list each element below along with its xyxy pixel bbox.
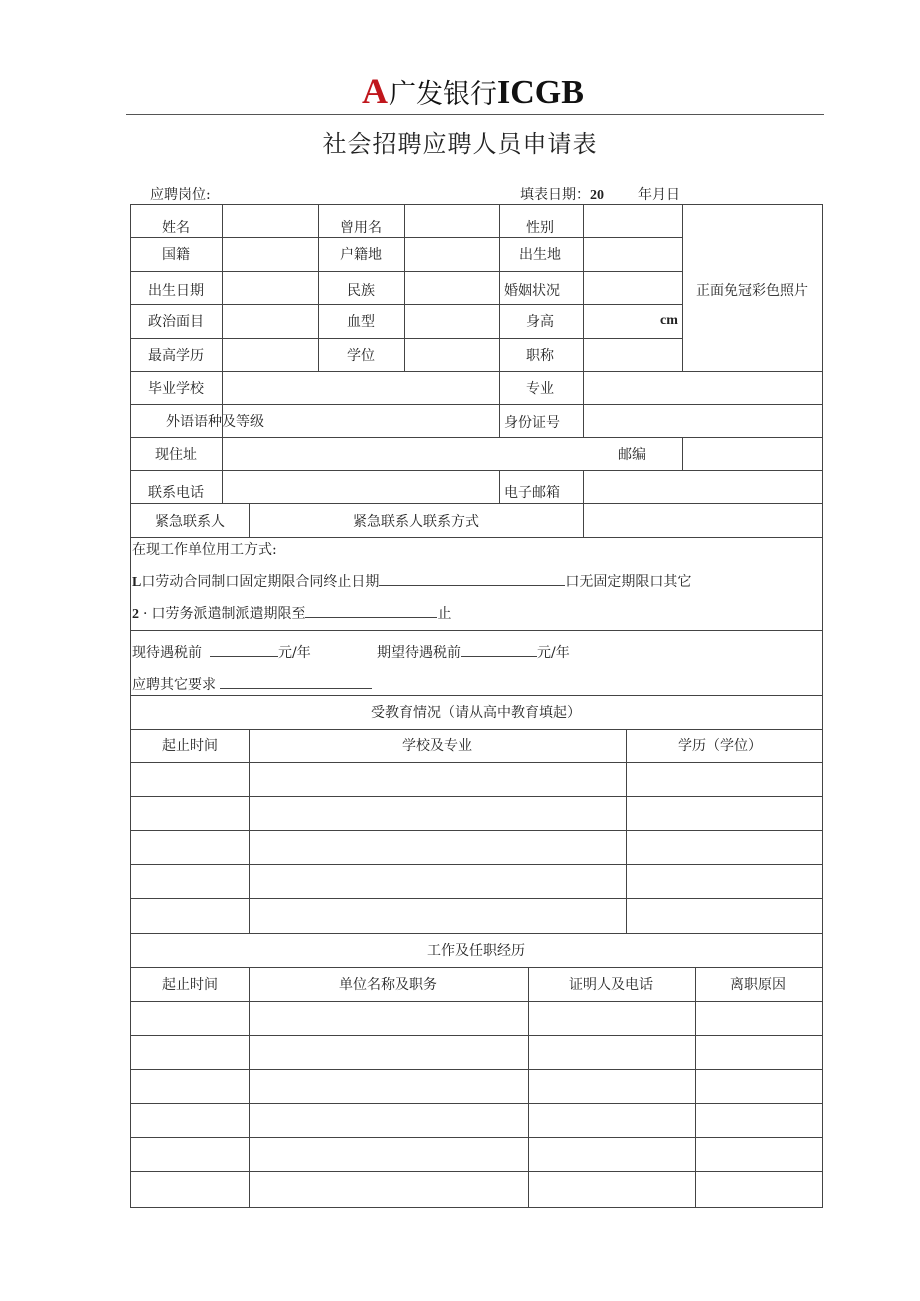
label-name: 姓名 [162, 220, 190, 236]
header-divider [126, 114, 824, 115]
work-col-reference-phone: 证明人及电话 [569, 977, 653, 993]
salary-expected: 期望待遇税前 元/年 [377, 642, 570, 662]
label-height: 身高 [526, 314, 554, 330]
label-phone: 联系电话 [148, 485, 204, 501]
bank-logo [362, 70, 584, 110]
label-gender: 性别 [526, 220, 554, 236]
label-highest-education: 最高学历 [148, 348, 204, 364]
employment-option-2: 2 · 口劳务派遣制派遣期限至 止 [132, 603, 451, 623]
education-col-school-major: 学校及专业 [402, 738, 472, 754]
page-title: 社会招聘应聘人员申请表 [322, 130, 598, 158]
position-label: 应聘岗位: [150, 187, 211, 203]
salary-current: 现待遇税前 元/年 [132, 642, 311, 662]
logo-chinese-name: 广发银行 [389, 79, 497, 110]
label-birthplace: 出生地 [519, 247, 561, 263]
logo-english-name: ICGB [497, 74, 584, 111]
employment-heading: 在现工作单位用工方式: [132, 542, 277, 558]
fill-date-label: 填表日期： [520, 187, 590, 203]
label-political-status: 政治面目 [148, 314, 204, 330]
logo-mark: A [362, 71, 388, 111]
photo-placeholder: 正面免冠彩色照片 [696, 283, 808, 299]
work-col-leave-reason: 离职原因 [730, 977, 786, 993]
label-graduated-school: 毕业学校 [148, 381, 204, 397]
work-col-period: 起止时间 [162, 977, 218, 993]
education-col-degree: 学历（学位） [678, 738, 762, 754]
height-unit: cm [660, 313, 678, 328]
label-current-address: 现住址 [155, 447, 197, 463]
label-email: 电子邮箱 [504, 485, 560, 501]
label-major: 专业 [526, 381, 554, 397]
label-household: 户籍地 [340, 247, 382, 263]
employment-option-1: L口劳动合同制口固定期限合同终止日期 口无固定期限口其它 [132, 571, 691, 591]
work-col-employer-position: 单位名称及职务 [339, 977, 437, 993]
label-marital-status: 婚姻状况 [504, 283, 560, 299]
label-ethnicity: 民族 [347, 283, 375, 299]
education-table-title: 受教育情况（请从高中教育填起） [371, 705, 581, 721]
fill-date-suffix: 年月日 [638, 187, 680, 203]
fill-date-year: 20 [590, 188, 604, 203]
label-emergency-phone: 紧急联系人联系方式 [353, 514, 479, 530]
fill-date [520, 184, 680, 204]
education-col-period: 起止时间 [162, 738, 218, 754]
label-id-number: 身份证号 [504, 415, 560, 431]
label-blood-type: 血型 [347, 314, 375, 330]
label-foreign-language: 外语语种及等级 [166, 414, 264, 430]
label-emergency-contact: 紧急联系人 [155, 514, 225, 530]
label-former-name: 曾用名 [340, 220, 382, 236]
other-requirements: 应聘其它要求 [132, 674, 372, 694]
label-birth-date: 出生日期 [148, 283, 204, 299]
work-table-title: 工作及任职经历 [427, 943, 525, 959]
label-professional-title: 职称 [526, 348, 554, 364]
label-degree: 学位 [347, 348, 375, 364]
label-nationality: 国籍 [162, 247, 190, 263]
label-postcode: 邮编 [618, 447, 646, 463]
